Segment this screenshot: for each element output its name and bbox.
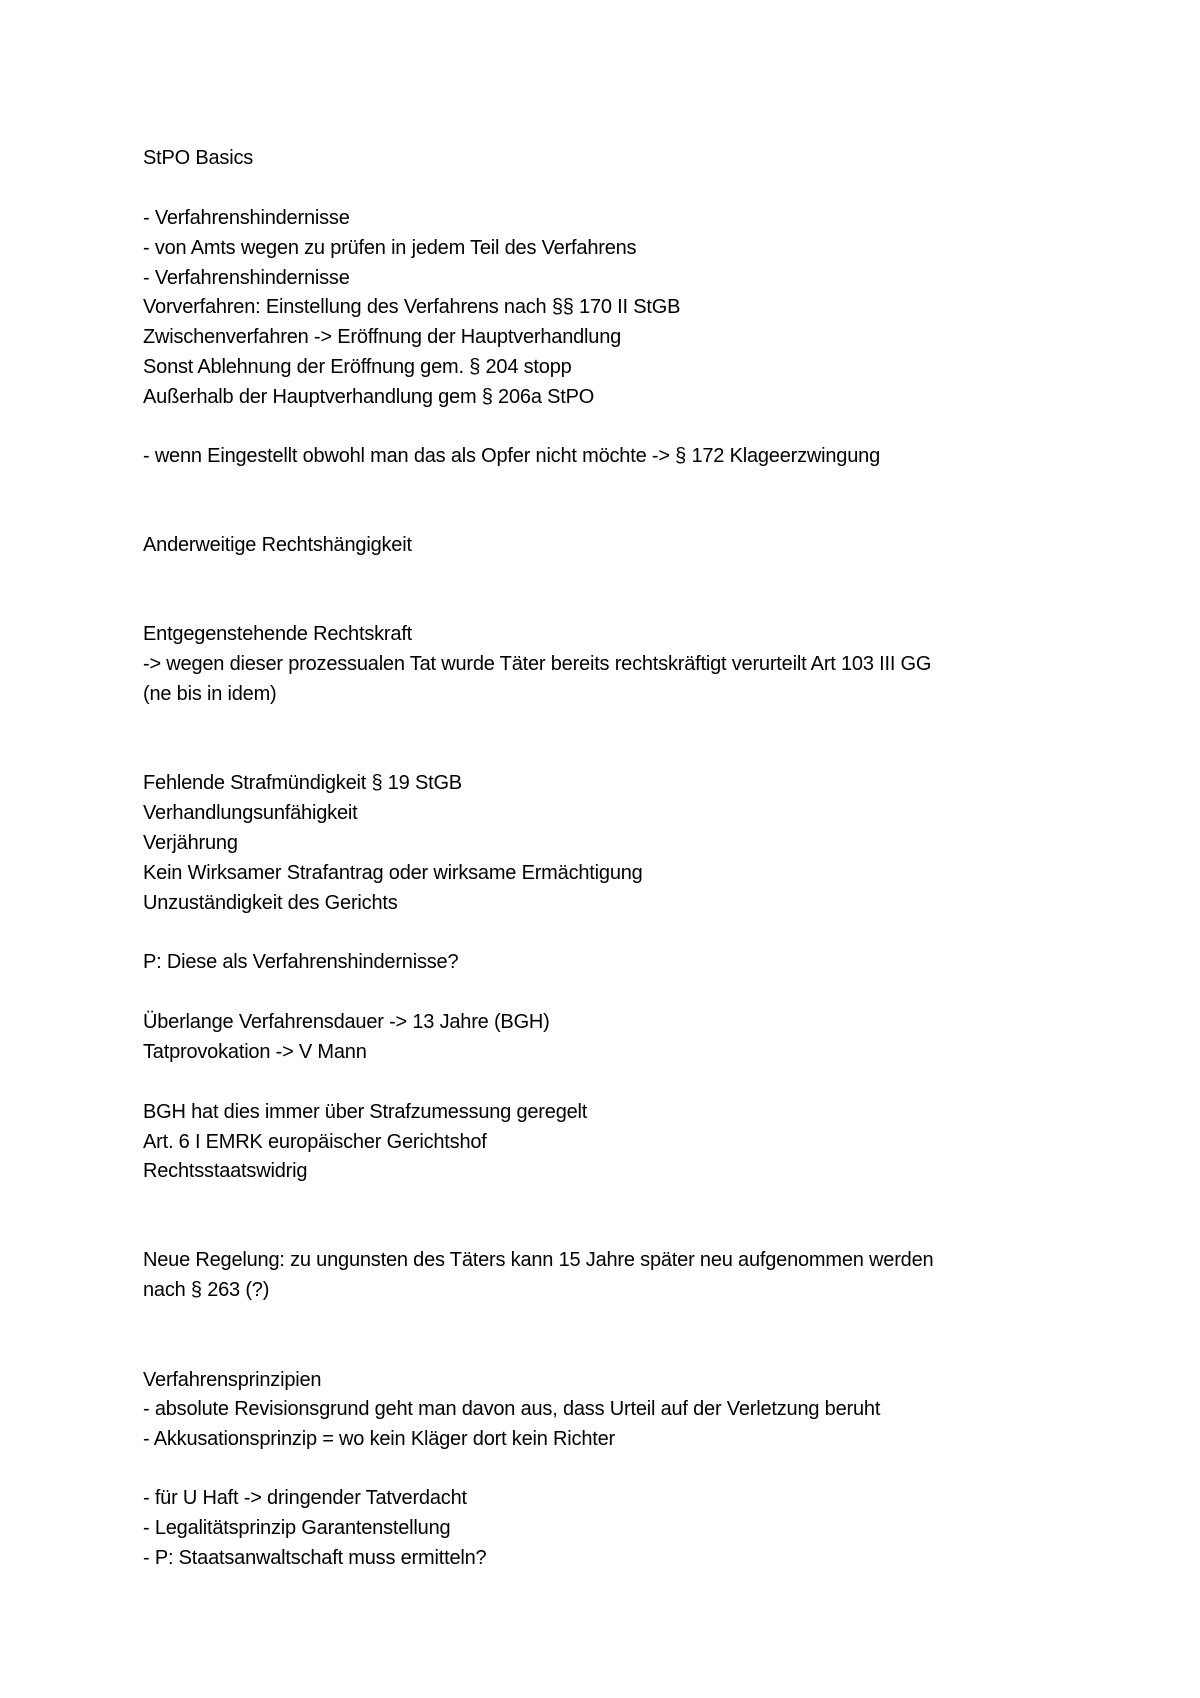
text-line: Rechtsstaatswidrig [143, 1160, 308, 1182]
text-line: - Akkusationsprinzip = wo kein Kläger dort kein Richter [143, 1428, 616, 1450]
text-line: nach § 263 (?) [143, 1279, 270, 1301]
text-line: Sonst Ablehnung der Eröffnung gem. § 204 stopp [143, 356, 572, 378]
text-line: Überlange Verfahrensdauer -> 13 Jahre (BGH) [143, 1011, 550, 1033]
text-line: - Verfahrenshindernisse [143, 207, 350, 229]
text-line: Fehlende Strafmündigkeit § 19 StGB [143, 772, 462, 794]
text-line: Tatprovokation -> V Mann [143, 1041, 367, 1063]
text-line: - Legalitätsprinzip Garantenstellung [143, 1517, 451, 1539]
text-line: - für U Haft -> dringender Tatverdacht [143, 1487, 467, 1509]
text-line: - absolute Revisionsgrund geht man davon aus, dass Urteil auf der Verletzung beruht [143, 1398, 881, 1420]
text-line: Verhandlungsunfähigkeit [143, 802, 358, 824]
document-title: StPO Basics [143, 147, 254, 169]
section-heading: Verfahrensprinzipien [143, 1369, 322, 1391]
text-line: - von Amts wegen zu prüfen in jedem Teil des Verfahrens [143, 237, 637, 259]
text-line: - wenn Eingestellt obwohl man das als Opfer nicht möchte -> § 172 Klageerzwingung [143, 445, 881, 467]
text-line: Neue Regelung: zu ungunsten des Täters kann 15 Jahre später neu aufgenommen werden [143, 1249, 934, 1271]
text-line: Außerhalb der Hauptverhandlung gem § 206a StPO [143, 386, 595, 408]
text-line: P: Diese als Verfahrenshindernisse? [143, 951, 459, 973]
section-heading: Anderweitige Rechtshängigkeit [143, 534, 412, 556]
text-line: Verjährung [143, 832, 238, 854]
section-heading: Entgegenstehende Rechtskraft [143, 623, 413, 645]
text-line: Vorverfahren: Einstellung des Verfahrens nach §§ 170 II StGB [143, 296, 681, 318]
text-line: Art. 6 I EMRK europäischer Gerichtshof [143, 1131, 487, 1153]
text-line: Unzuständigkeit des Gerichts [143, 892, 398, 914]
text-line: Kein Wirksamer Strafantrag oder wirksame Ermächtigung [143, 862, 643, 884]
text-line: - Verfahrenshindernisse [143, 267, 350, 289]
text-line: - P: Staatsanwaltschaft muss ermitteln? [143, 1547, 487, 1569]
text-line: -> wegen dieser prozessualen Tat wurde Täter bereits rechtskräftigt verurteilt Art 103 III GG [143, 653, 932, 675]
text-line: BGH hat dies immer über Strafzumessung geregelt [143, 1101, 588, 1123]
text-line: Zwischenverfahren -> Eröffnung der Hauptverhandlung [143, 326, 622, 348]
text-line: (ne bis in idem) [143, 683, 277, 705]
